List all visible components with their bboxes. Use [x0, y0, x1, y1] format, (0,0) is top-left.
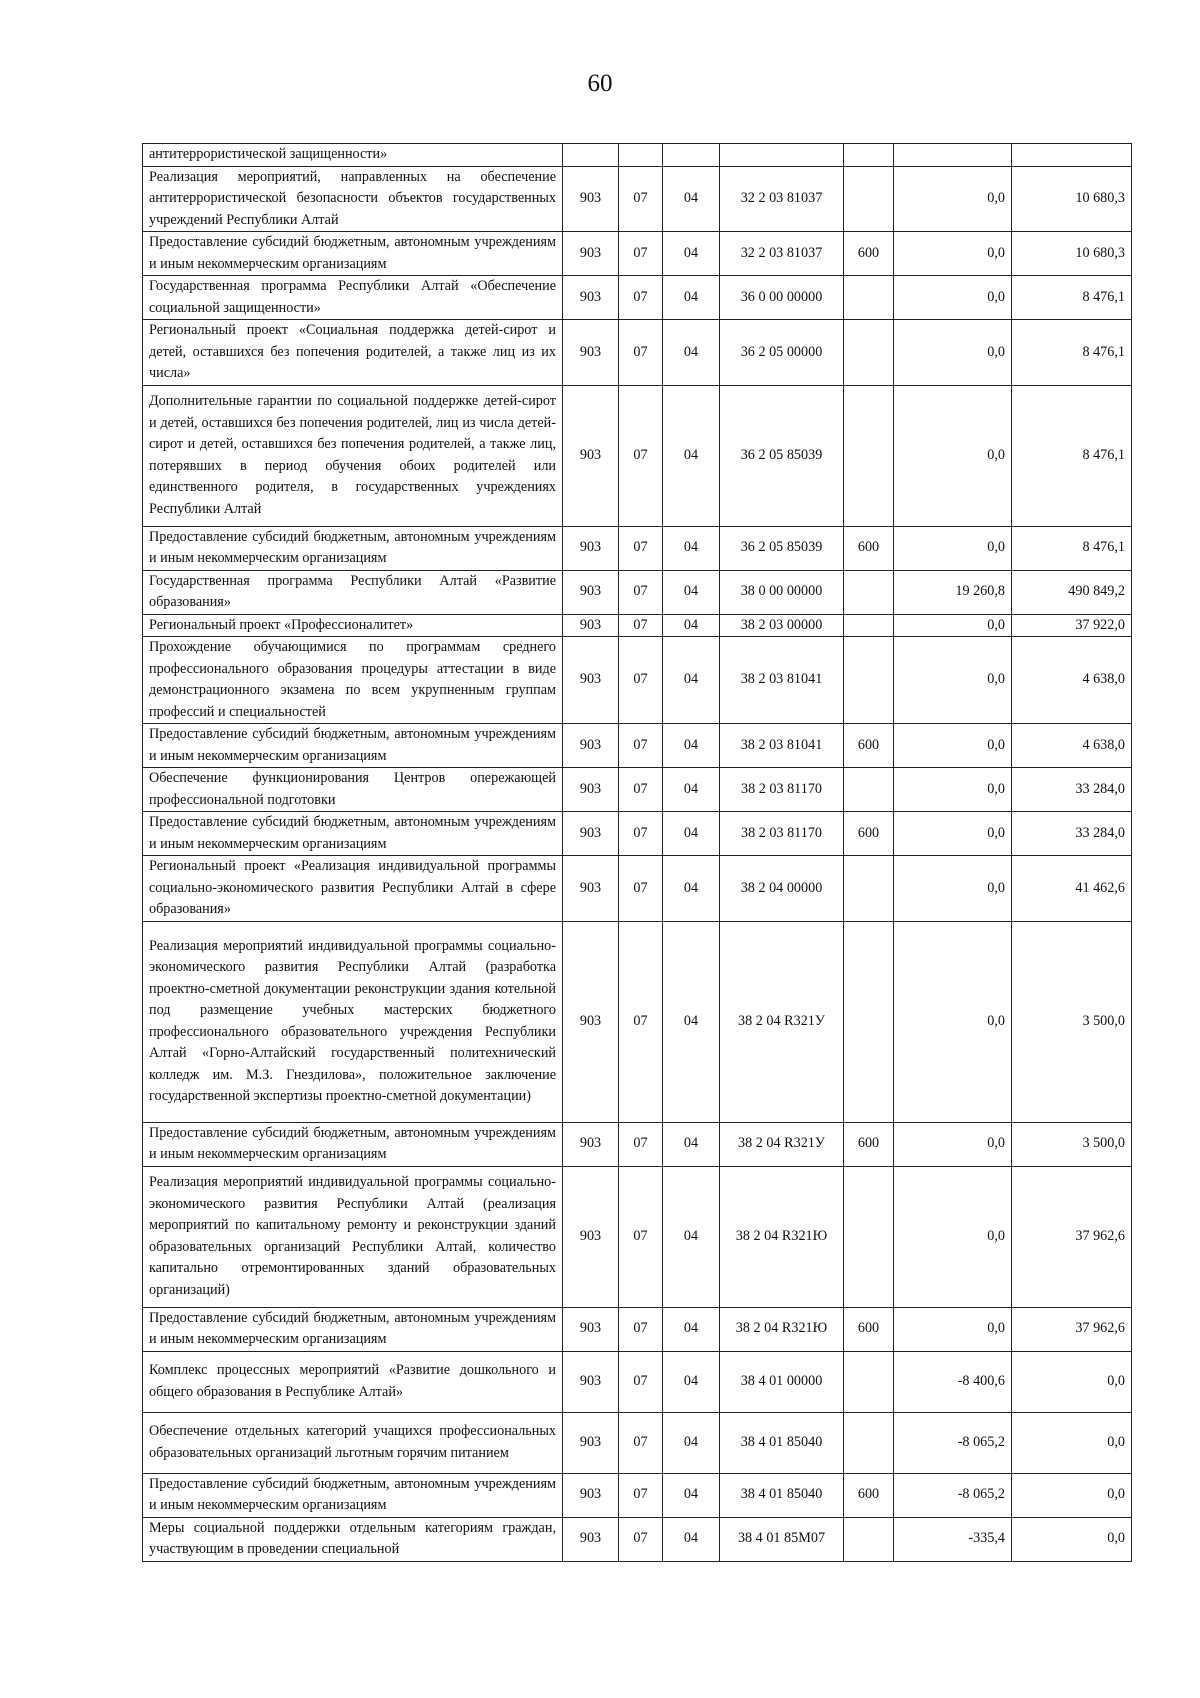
ministry-code: 903 [563, 1412, 619, 1473]
ministry-code: 903 [563, 637, 619, 724]
table-row [143, 1166, 1132, 1307]
amount-change: 0,0 [894, 812, 1012, 856]
table-row [143, 1307, 1132, 1351]
section-code: 07 [619, 1517, 663, 1561]
expense-type-code [844, 1351, 894, 1412]
target-article-code: 38 2 03 00000 [720, 614, 844, 637]
amount-total: 8 476,1 [1012, 320, 1132, 386]
section-code: 07 [619, 1122, 663, 1166]
table-row [143, 320, 1132, 386]
amount-total: 8 476,1 [1012, 526, 1132, 570]
table-row [143, 276, 1132, 320]
row-description: Реализация мероприятий индивидуальной программы социально-экономического развития Республики Алтай (реализация мероприятий по капитальному ремонту и реконструкции зданий образовательных организаций Республики Алтай, количество капитально отремонтированных зданий образовательных организаций) [143, 1166, 563, 1307]
amount-total: 37 962,6 [1012, 1166, 1132, 1307]
subsection-code: 04 [663, 724, 720, 768]
target-article-code: 36 2 05 85039 [720, 385, 844, 526]
amount-total: 3 500,0 [1012, 1122, 1132, 1166]
ministry-code: 903 [563, 921, 619, 1122]
section-code: 07 [619, 1307, 663, 1351]
section-code: 07 [619, 276, 663, 320]
subsection-code: 04 [663, 166, 720, 232]
target-article-code: 32 2 03 81037 [720, 166, 844, 232]
amount-change: 0,0 [894, 856, 1012, 922]
target-article-code: 36 2 05 85039 [720, 526, 844, 570]
amount-change: 0,0 [894, 276, 1012, 320]
expense-type-code: 600 [844, 724, 894, 768]
subsection-code: 04 [663, 276, 720, 320]
ministry-code: 903 [563, 812, 619, 856]
ministry-code: 903 [563, 1122, 619, 1166]
section-code [619, 144, 663, 167]
table-row [143, 166, 1132, 232]
expense-type-code: 600 [844, 526, 894, 570]
subsection-code: 04 [663, 768, 720, 812]
amount-change: 0,0 [894, 1166, 1012, 1307]
target-article-code: 38 0 00 00000 [720, 570, 844, 614]
row-description: Реализация мероприятий, направленных на обеспечение антитеррористической безопасности объектов государственных учреждений Республики Алтай [143, 166, 563, 232]
subsection-code: 04 [663, 1307, 720, 1351]
amount-total: 37 962,6 [1012, 1307, 1132, 1351]
amount-change: 0,0 [894, 1307, 1012, 1351]
row-description: Реализация мероприятий индивидуальной программы социально-экономического развития Республики Алтай (разработка проектно-сметной документации реконструкции здания котельной под размещение учебных мастерских бюджетного профессионального образовательного учреждения Республики Алтай «Горно-Алтайский государственный политехнический колледж им. М.З. Гнездилова», положительное заключение государственной экспертизы проектно-сметной документации) [143, 921, 563, 1122]
section-code: 07 [619, 385, 663, 526]
amount-change: -335,4 [894, 1517, 1012, 1561]
target-article-code: 36 2 05 00000 [720, 320, 844, 386]
expense-type-code [844, 1412, 894, 1473]
row-description: Предоставление субсидий бюджетным, автономным учреждениям и иным некоммерческим организациям [143, 812, 563, 856]
section-code: 07 [619, 526, 663, 570]
subsection-code: 04 [663, 1351, 720, 1412]
table-row [143, 1473, 1132, 1517]
ministry-code: 903 [563, 166, 619, 232]
target-article-code: 38 4 01 00000 [720, 1351, 844, 1412]
expense-type-code: 600 [844, 812, 894, 856]
table-row [143, 144, 1132, 167]
target-article-code: 38 2 03 81041 [720, 724, 844, 768]
amount-total: 33 284,0 [1012, 812, 1132, 856]
row-description: Предоставление субсидий бюджетным, автономным учреждениям и иным некоммерческим организациям [143, 1122, 563, 1166]
amount-total [1012, 144, 1132, 167]
expense-type-code: 600 [844, 1473, 894, 1517]
row-description: Обеспечение отдельных категорий учащихся профессиональных образовательных организаций льготным горячим питанием [143, 1412, 563, 1473]
ministry-code: 903 [563, 1517, 619, 1561]
subsection-code: 04 [663, 1473, 720, 1517]
ministry-code: 903 [563, 276, 619, 320]
expense-type-code [844, 166, 894, 232]
subsection-code: 04 [663, 812, 720, 856]
target-article-code: 38 2 04 R321Ю [720, 1166, 844, 1307]
amount-change: -8 065,2 [894, 1473, 1012, 1517]
target-article-code [720, 144, 844, 167]
ministry-code: 903 [563, 1166, 619, 1307]
expense-type-code [844, 1166, 894, 1307]
table-row [143, 1122, 1132, 1166]
amount-total: 4 638,0 [1012, 637, 1132, 724]
table-row [143, 232, 1132, 276]
subsection-code: 04 [663, 320, 720, 386]
target-article-code: 32 2 03 81037 [720, 232, 844, 276]
amount-total: 8 476,1 [1012, 276, 1132, 320]
table-row [143, 614, 1132, 637]
subsection-code: 04 [663, 921, 720, 1122]
amount-change: 0,0 [894, 385, 1012, 526]
row-description: Обеспечение функционирования Центров опережающей профессиональной подготовки [143, 768, 563, 812]
table-row [143, 570, 1132, 614]
target-article-code: 38 4 01 85040 [720, 1412, 844, 1473]
table-row [143, 768, 1132, 812]
row-description: Дополнительные гарантии по социальной поддержке детей-сирот и детей, оставшихся без попечения родителей, лиц из числа детей-сирот и детей, оставшихся без попечения родителей, а также лиц, потерявших в период обучения обоих родителей или единственного родителя, в государственных учреждениях Республики Алтай [143, 385, 563, 526]
ministry-code: 903 [563, 724, 619, 768]
page-number: 60 [587, 70, 613, 97]
ministry-code: 903 [563, 385, 619, 526]
row-description: Предоставление субсидий бюджетным, автономным учреждениям и иным некоммерческим организациям [143, 1473, 563, 1517]
row-description: антитеррористической защищенности» [143, 144, 563, 167]
expense-type-code: 600 [844, 232, 894, 276]
target-article-code: 38 2 04 R321У [720, 1122, 844, 1166]
expense-type-code [844, 320, 894, 386]
amount-change: 0,0 [894, 921, 1012, 1122]
section-code: 07 [619, 856, 663, 922]
amount-total: 33 284,0 [1012, 768, 1132, 812]
target-article-code: 38 2 03 81170 [720, 768, 844, 812]
amount-change: 19 260,8 [894, 570, 1012, 614]
subsection-code: 04 [663, 1517, 720, 1561]
section-code: 07 [619, 637, 663, 724]
row-description: Предоставление субсидий бюджетным, автономным учреждениям и иным некоммерческим организациям [143, 232, 563, 276]
amount-total: 0,0 [1012, 1517, 1132, 1561]
amount-total: 4 638,0 [1012, 724, 1132, 768]
target-article-code: 38 4 01 85М07 [720, 1517, 844, 1561]
subsection-code: 04 [663, 1412, 720, 1473]
budget-table [142, 143, 1132, 1562]
expense-type-code [844, 856, 894, 922]
expense-type-code [844, 144, 894, 167]
target-article-code: 38 2 03 81041 [720, 637, 844, 724]
row-description: Предоставление субсидий бюджетным, автономным учреждениям и иным некоммерческим организациям [143, 526, 563, 570]
section-code: 07 [619, 1351, 663, 1412]
expense-type-code [844, 637, 894, 724]
row-description: Предоставление субсидий бюджетным, автономным учреждениям и иным некоммерческим организациям [143, 724, 563, 768]
subsection-code: 04 [663, 1122, 720, 1166]
expense-type-code [844, 276, 894, 320]
expense-type-code: 600 [844, 1122, 894, 1166]
amount-total: 490 849,2 [1012, 570, 1132, 614]
expense-type-code [844, 1517, 894, 1561]
table-row [143, 856, 1132, 922]
ministry-code: 903 [563, 320, 619, 386]
section-code: 07 [619, 1412, 663, 1473]
amount-total: 8 476,1 [1012, 385, 1132, 526]
amount-change: 0,0 [894, 768, 1012, 812]
amount-total: 0,0 [1012, 1473, 1132, 1517]
amount-change: 0,0 [894, 1122, 1012, 1166]
budget-table-body [143, 144, 1132, 1562]
ministry-code: 903 [563, 614, 619, 637]
table-row [143, 1517, 1132, 1561]
row-description: Государственная программа Республики Алтай «Обеспечение социальной защищенности» [143, 276, 563, 320]
expense-type-code [844, 768, 894, 812]
amount-total: 37 922,0 [1012, 614, 1132, 637]
amount-total: 10 680,3 [1012, 166, 1132, 232]
amount-total: 0,0 [1012, 1351, 1132, 1412]
subsection-code: 04 [663, 856, 720, 922]
subsection-code: 04 [663, 614, 720, 637]
table-row [143, 385, 1132, 526]
ministry-code: 903 [563, 526, 619, 570]
subsection-code: 04 [663, 1166, 720, 1307]
ministry-code: 903 [563, 1473, 619, 1517]
target-article-code: 38 2 04 00000 [720, 856, 844, 922]
subsection-code [663, 144, 720, 167]
section-code: 07 [619, 724, 663, 768]
target-article-code: 36 0 00 00000 [720, 276, 844, 320]
ministry-code: 903 [563, 856, 619, 922]
row-description: Комплекс процессных мероприятий «Развитие дошкольного и общего образования в Республике Алтай» [143, 1351, 563, 1412]
amount-change: 0,0 [894, 724, 1012, 768]
amount-change: 0,0 [894, 614, 1012, 637]
ministry-code: 903 [563, 1307, 619, 1351]
amount-total: 41 462,6 [1012, 856, 1132, 922]
section-code: 07 [619, 921, 663, 1122]
target-article-code: 38 2 04 R321У [720, 921, 844, 1122]
section-code: 07 [619, 320, 663, 386]
section-code: 07 [619, 166, 663, 232]
ministry-code: 903 [563, 768, 619, 812]
table-row [143, 526, 1132, 570]
row-description: Меры социальной поддержки отдельным категориям граждан, участвующим в проведении специальной [143, 1517, 563, 1561]
section-code: 07 [619, 1473, 663, 1517]
subsection-code: 04 [663, 526, 720, 570]
table-row [143, 724, 1132, 768]
section-code: 07 [619, 232, 663, 276]
table-row [143, 637, 1132, 724]
amount-total: 10 680,3 [1012, 232, 1132, 276]
amount-total: 3 500,0 [1012, 921, 1132, 1122]
row-description: Региональный проект «Реализация индивидуальной программы социально-экономического развития Республики Алтай в сфере образования» [143, 856, 563, 922]
subsection-code: 04 [663, 385, 720, 526]
expense-type-code [844, 385, 894, 526]
amount-change: -8 065,2 [894, 1412, 1012, 1473]
row-description: Прохождение обучающимися по программам среднего профессионального образования процедуры аттестации в виде демонстрационного экзамена по всем укрупненным группам профессий и специальностей [143, 637, 563, 724]
amount-change: 0,0 [894, 526, 1012, 570]
amount-change: 0,0 [894, 232, 1012, 276]
subsection-code: 04 [663, 232, 720, 276]
expense-type-code: 600 [844, 1307, 894, 1351]
section-code: 07 [619, 1166, 663, 1307]
target-article-code: 38 2 04 R321Ю [720, 1307, 844, 1351]
row-description: Государственная программа Республики Алтай «Развитие образования» [143, 570, 563, 614]
expense-type-code [844, 921, 894, 1122]
subsection-code: 04 [663, 637, 720, 724]
table-row [143, 812, 1132, 856]
amount-change: 0,0 [894, 320, 1012, 386]
section-code: 07 [619, 570, 663, 614]
expense-type-code [844, 614, 894, 637]
target-article-code: 38 2 03 81170 [720, 812, 844, 856]
subsection-code: 04 [663, 570, 720, 614]
target-article-code: 38 4 01 85040 [720, 1473, 844, 1517]
amount-change [894, 144, 1012, 167]
amount-change: 0,0 [894, 166, 1012, 232]
amount-change: 0,0 [894, 637, 1012, 724]
table-row [143, 1351, 1132, 1412]
ministry-code [563, 144, 619, 167]
row-description: Предоставление субсидий бюджетным, автономным учреждениям и иным некоммерческим организациям [143, 1307, 563, 1351]
ministry-code: 903 [563, 1351, 619, 1412]
expense-type-code [844, 570, 894, 614]
ministry-code: 903 [563, 570, 619, 614]
row-description: Региональный проект «Социальная поддержка детей-сирот и детей, оставшихся без попечения родителей, а также лиц из их числа» [143, 320, 563, 386]
section-code: 07 [619, 812, 663, 856]
table-row [143, 1412, 1132, 1473]
amount-change: -8 400,6 [894, 1351, 1012, 1412]
table-row [143, 921, 1132, 1122]
section-code: 07 [619, 768, 663, 812]
ministry-code: 903 [563, 232, 619, 276]
section-code: 07 [619, 614, 663, 637]
amount-total: 0,0 [1012, 1412, 1132, 1473]
row-description: Региональный проект «Профессионалитет» [143, 614, 563, 637]
